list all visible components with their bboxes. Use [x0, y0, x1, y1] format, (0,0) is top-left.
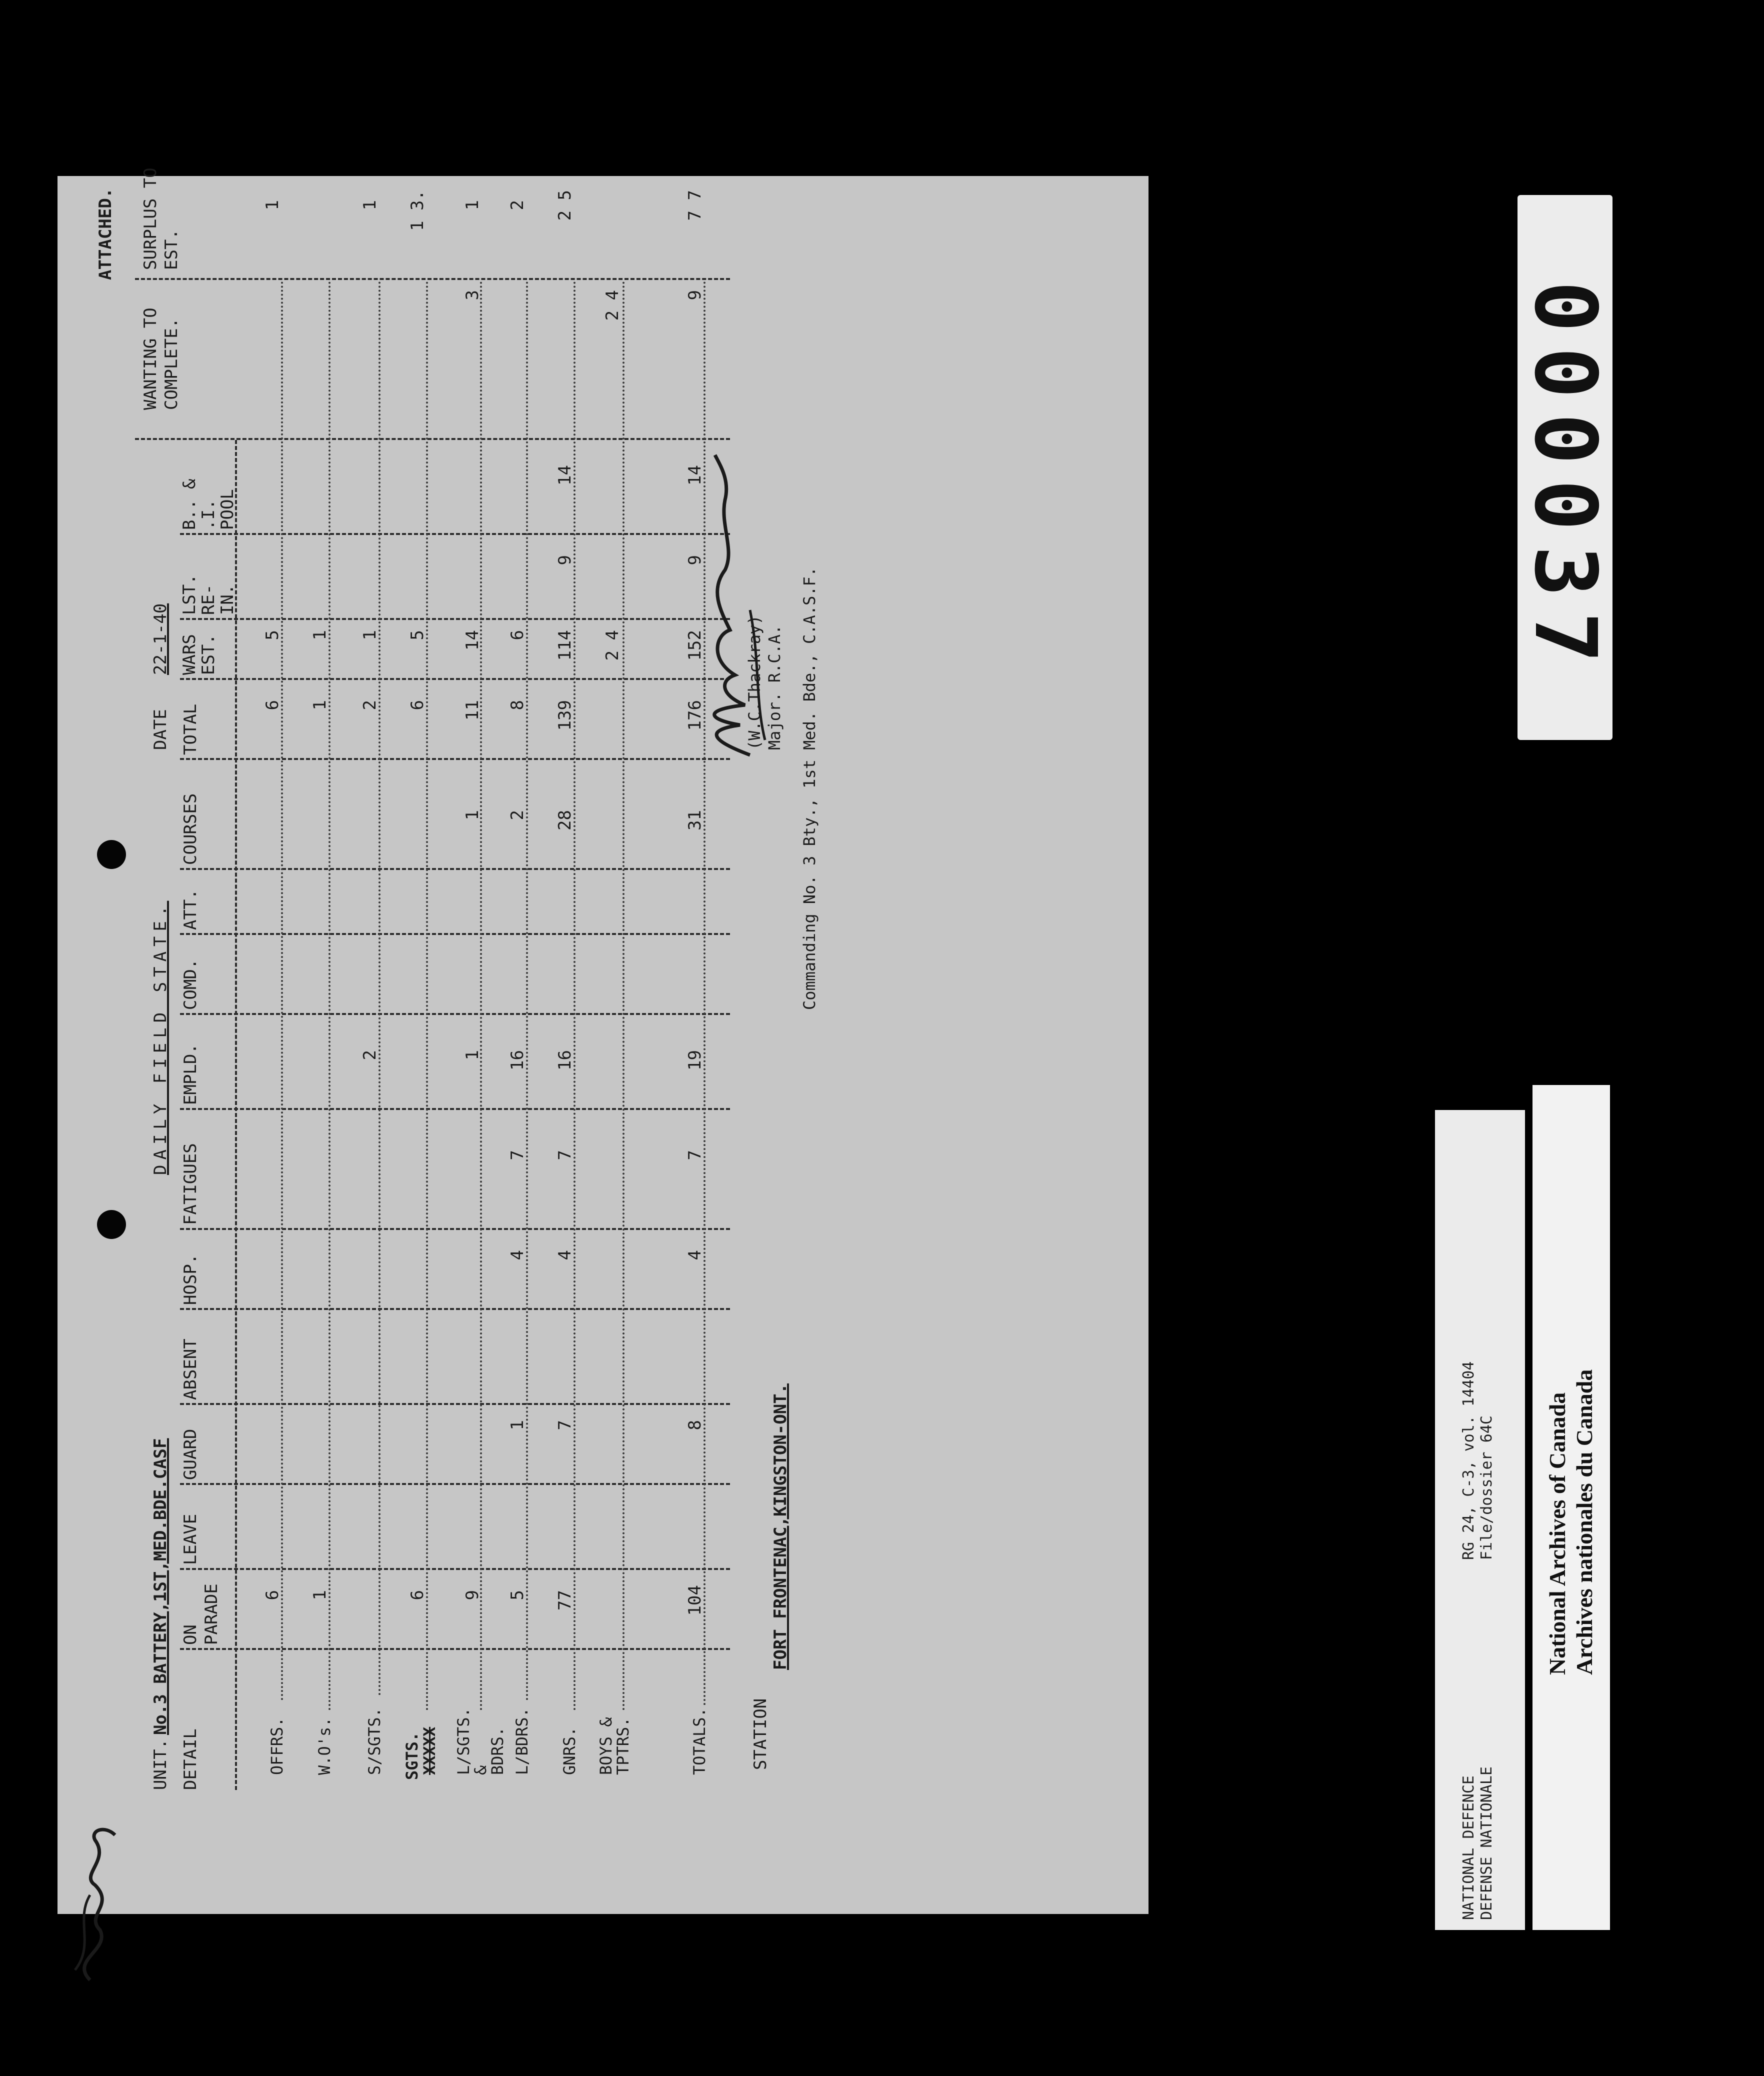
punch-hole-1	[97, 840, 126, 869]
row-leader	[281, 280, 283, 1700]
reference-line-1: RG 24, C-3, vol. 14404	[1460, 1361, 1478, 1560]
col-absent: ABSENT	[180, 1338, 200, 1400]
cell: 114	[555, 630, 575, 661]
cell: 2	[508, 810, 528, 820]
col-rule	[180, 1403, 730, 1405]
cell: 7	[555, 1150, 575, 1160]
archives-name-en: National Archives of Canada	[1544, 1392, 1570, 1675]
cell: 6	[262, 700, 282, 710]
cell: 104	[685, 1585, 705, 1616]
col-fatigues: FATIGUES	[180, 1143, 200, 1225]
row-label-totals: TOTALS.	[690, 1708, 709, 1775]
col-rule	[180, 1648, 730, 1650]
archive-reference-label	[1435, 1110, 1525, 1930]
cell: 5	[262, 630, 282, 640]
station-label: STATION	[750, 1698, 770, 1770]
cell: 16	[555, 1050, 575, 1070]
unit-label: UNIT.	[150, 1738, 170, 1790]
col-courses: COURSES	[180, 793, 200, 865]
header-rule	[235, 440, 237, 1790]
cell: 2 4	[602, 290, 622, 321]
cell: 8	[685, 1420, 705, 1430]
col-att: ATT.	[180, 889, 200, 930]
cell: 14	[555, 465, 575, 486]
cell: 1 3.	[408, 190, 428, 231]
date-value: 22-1-40	[150, 603, 170, 675]
col-pool: B.. & .I. POOL	[180, 478, 238, 530]
col-wanting-to-complete: WANTING TO COMPLETE.	[140, 308, 182, 410]
cell: 7	[685, 1150, 705, 1160]
row-label-lsgts: L/SGTS. & BDRS.	[454, 1708, 507, 1775]
cell: 1	[360, 200, 380, 210]
col-rule	[180, 533, 730, 535]
cell: 9	[685, 290, 705, 300]
row-leader	[378, 280, 380, 1695]
row-leader	[622, 280, 624, 1710]
col-detail: DETAIL	[180, 1728, 200, 1790]
document-number-tag	[1518, 195, 1612, 740]
cell: 11	[462, 700, 482, 720]
row-leader	[426, 280, 428, 1710]
col-rule	[180, 933, 730, 935]
archives-institution-label	[1532, 1085, 1610, 1930]
cell: 9	[685, 555, 705, 566]
station-value: FORT FRONTENAC,KINGSTON-ONT.	[770, 1383, 790, 1670]
col-rule	[135, 438, 730, 440]
cell: 77	[555, 1590, 575, 1610]
col-empld: EMPLD.	[180, 1044, 200, 1105]
row-label-boys: BOYS & TPTRS.	[596, 1717, 632, 1775]
document-number: 000037	[1516, 280, 1614, 678]
col-rule	[180, 1568, 730, 1570]
attached-label: ATTACHED.	[96, 188, 116, 280]
cell: 1	[508, 1420, 528, 1430]
unit-value: No.3 BATTERY,1ST,MED.BDE.CASF	[150, 1438, 170, 1735]
col-hosp: HOSP.	[180, 1254, 200, 1305]
handwritten-note	[60, 1820, 130, 1985]
cell: 139	[555, 700, 575, 731]
cell: 28	[555, 810, 575, 830]
cell: 1	[262, 200, 282, 210]
reference-line-2: File/dossier 64C	[1478, 1416, 1496, 1560]
cell: 7	[555, 1420, 575, 1430]
cell: 6	[508, 630, 528, 640]
col-leave: LEAVE	[180, 1514, 200, 1565]
row-label-lbdrs: L/BDRS.	[512, 1708, 532, 1775]
col-rule	[180, 618, 730, 620]
cell: 3	[462, 290, 482, 300]
col-rule	[180, 868, 730, 870]
punch-hole-2	[97, 1210, 126, 1239]
signatory-name: (W.C.Thackray)	[745, 615, 764, 750]
row-label-sgts-struck: XXXXX	[420, 1726, 439, 1775]
cell: 2	[360, 1050, 380, 1060]
col-lst-re-in: LST. RE-IN.	[180, 574, 238, 615]
cell: 5	[408, 630, 428, 640]
cell: 2 4	[602, 630, 622, 661]
cell: 8	[508, 700, 528, 710]
col-rule	[180, 1308, 730, 1310]
col-rule	[135, 278, 730, 280]
col-rule	[180, 758, 730, 760]
cell: 6	[408, 700, 428, 710]
col-rule	[180, 1483, 730, 1485]
row-label-wos: W.O's.	[315, 1717, 334, 1775]
cell: 9	[462, 1590, 482, 1600]
row-leader	[526, 280, 528, 1700]
cell: 19	[685, 1050, 705, 1070]
cell: 152	[685, 630, 705, 661]
col-rule	[180, 1108, 730, 1110]
col-surplus-to-est: SURPLUS TO EST.	[140, 168, 182, 270]
row-leader	[480, 280, 482, 1710]
cell: 1	[462, 1050, 482, 1060]
row-leader	[328, 280, 330, 1710]
signature	[690, 450, 780, 760]
cell: 1	[462, 200, 482, 210]
cell: 5	[508, 1590, 528, 1600]
form-title: DAILY FIELD STATE.	[150, 900, 170, 1175]
row-label-sgts: SGTS.	[402, 1732, 422, 1780]
cell: 1	[462, 810, 482, 820]
col-rule	[180, 1228, 730, 1230]
cell: 1	[310, 630, 330, 640]
signatory-role: Commanding No. 3 Bty., 1st Med. Bde., C.A.S.F.	[800, 566, 819, 1010]
cell: 9	[555, 555, 575, 566]
cell: 2	[508, 200, 528, 210]
cell: 7 7	[685, 190, 705, 221]
cell: 14	[462, 630, 482, 650]
archives-name-fr: Archives nationales du Canada	[1572, 1369, 1597, 1675]
col-wars-est: WARS EST.	[180, 634, 218, 675]
row-label-offrs: OFFRS.	[268, 1717, 286, 1775]
col-guard: GUARD	[180, 1428, 200, 1480]
cell: 2	[360, 700, 380, 710]
cell: 31	[685, 810, 705, 830]
cell: 14	[685, 465, 705, 486]
col-total: TOTAL	[180, 704, 200, 755]
col-on-parade: ON PARADE	[180, 1584, 222, 1645]
date-label: DATE	[150, 709, 170, 750]
department-line-2: DEFENSE NATIONALE	[1478, 1766, 1496, 1920]
cell: 1	[310, 700, 330, 710]
daily-field-state-form	[96, 168, 930, 1790]
cell: 7	[508, 1150, 528, 1160]
cell: 1	[310, 1590, 330, 1600]
row-label-gnrs: GNRS.	[560, 1726, 579, 1775]
col-rule	[180, 1013, 730, 1015]
cell: 4	[508, 1250, 528, 1260]
cell: 4	[685, 1250, 705, 1260]
cell: 6	[408, 1590, 428, 1600]
cell: 176	[685, 700, 705, 731]
cell: 6	[262, 1590, 282, 1600]
signatory-rank: Major. R.C.A.	[765, 624, 784, 750]
cell: 1	[360, 630, 380, 640]
department-line-1: NATIONAL DEFENCE	[1460, 1776, 1478, 1920]
row-label-ssgts: S/SGTS.	[365, 1708, 384, 1775]
cell: 2 5	[555, 190, 575, 221]
cell: 4	[555, 1250, 575, 1260]
cell: 16	[508, 1050, 528, 1070]
col-comd: COMD.	[180, 958, 200, 1010]
